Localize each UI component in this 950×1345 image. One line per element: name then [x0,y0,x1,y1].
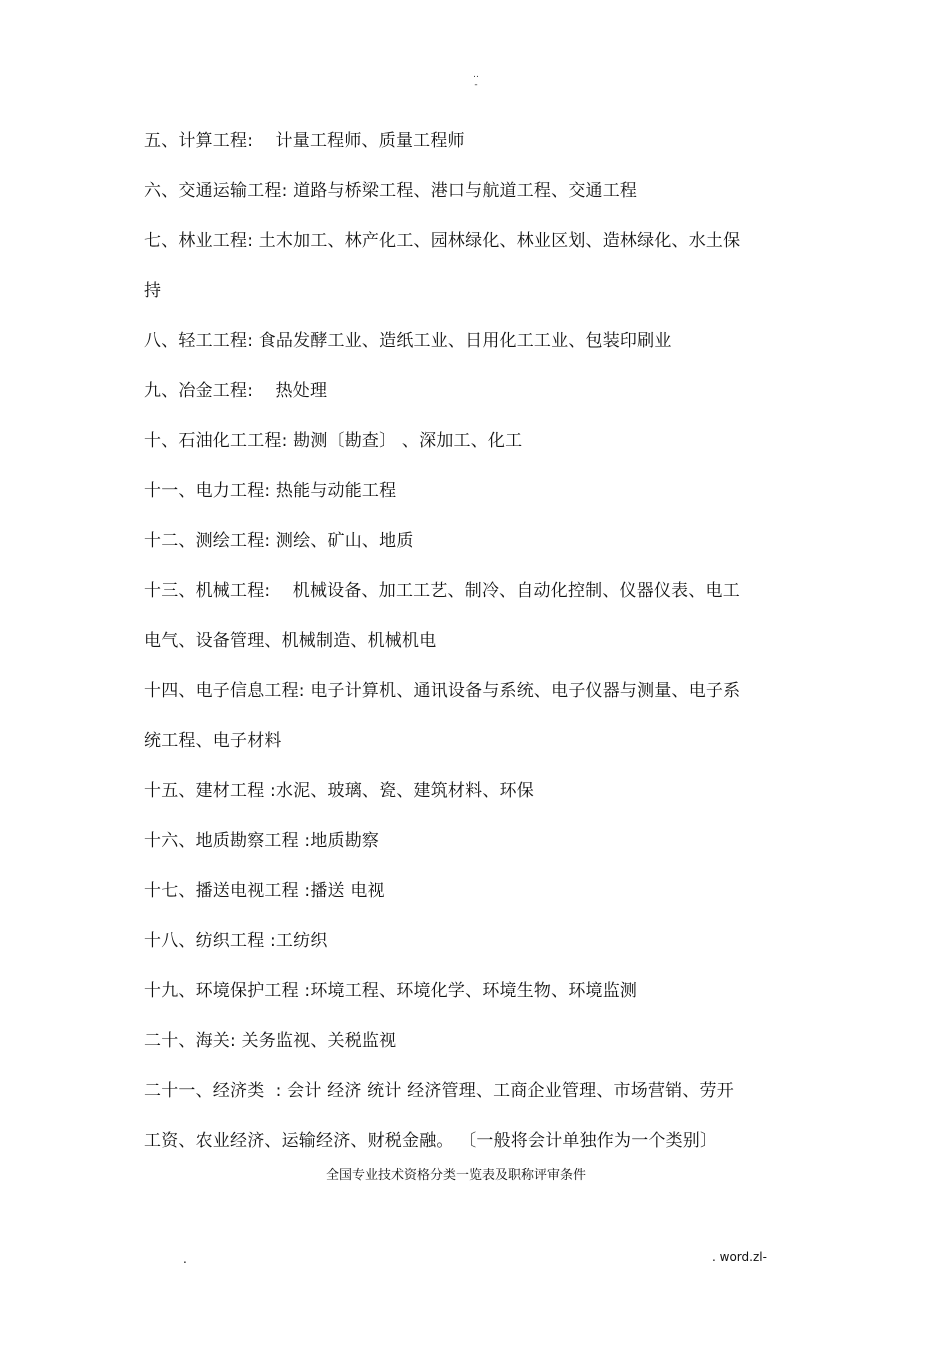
text-line: 十六、地质勘察工程 :地质勘察 [144,831,380,851]
header-mark: .. - [473,70,479,90]
text-line: 二十一、经济类 : 会计 经济 统计 经济管理、工商企业管理、市场营销、劳开 [144,1081,734,1101]
text-line: 十、石油化工工程: 勘测〔勘查〕 、深加工、化工 [144,431,523,451]
text-line: 十五、建材工程 :水泥、玻璃、瓷、建筑材料、环保 [144,781,534,801]
text-line: 九、冶金工程: 热处理 [144,381,328,401]
text-line: 十九、环境保护工程 :环境工程、环境化学、环境生物、环境监测 [144,981,638,1001]
text-line: 五、计算工程: 计量工程师、质量工程师 [144,131,465,151]
text-line: 十八、纺织工程 :工纺织 [144,931,328,951]
text-line: 十四、电子信息工程: 电子计算机、通讯设备与系统、电子仪器与测量、电子系 [144,681,741,701]
text-line: 统工程、电子材料 [144,731,282,751]
text-line: 十七、播送电视工程 :播送 电视 [144,881,385,901]
footer-left-mark: . [183,1252,187,1266]
text-line: 十二、测绘工程: 测绘、矿山、地质 [144,531,414,551]
text-line: 六、交通运输工程: 道路与桥梁工程、港口与航道工程、交通工程 [144,181,638,201]
text-line: 七、林业工程: 土木加工、林产化工、园林绿化、林业区划、造林绿化、水土保 [144,231,741,251]
text-line: 电气、设备管理、机械制造、机械机电 [144,631,437,651]
text-line: 十三、机械工程: 机械设备、加工工艺、制冷、自动化控制、仪器仪表、电工 [144,581,740,601]
text-line: 工资、农业经济、运输经济、财税金融。 〔一般将会计单独作为一个类别〕 [144,1131,718,1151]
footer-source: . word.zl- [712,1250,767,1264]
text-line: 八、轻工工程: 食品发酵工业、造纸工业、日用化工工业、包装印刷业 [144,331,672,351]
text-line: 二十、海关: 关务监视、关税监视 [144,1031,397,1051]
body-text [144,120,824,1170]
text-line: 持 [144,281,162,301]
document-caption: 全国专业技术资格分类一览表及职称评审条件 [325,1168,586,1183]
text-line: 十一、电力工程: 热能与动能工程 [144,481,397,501]
